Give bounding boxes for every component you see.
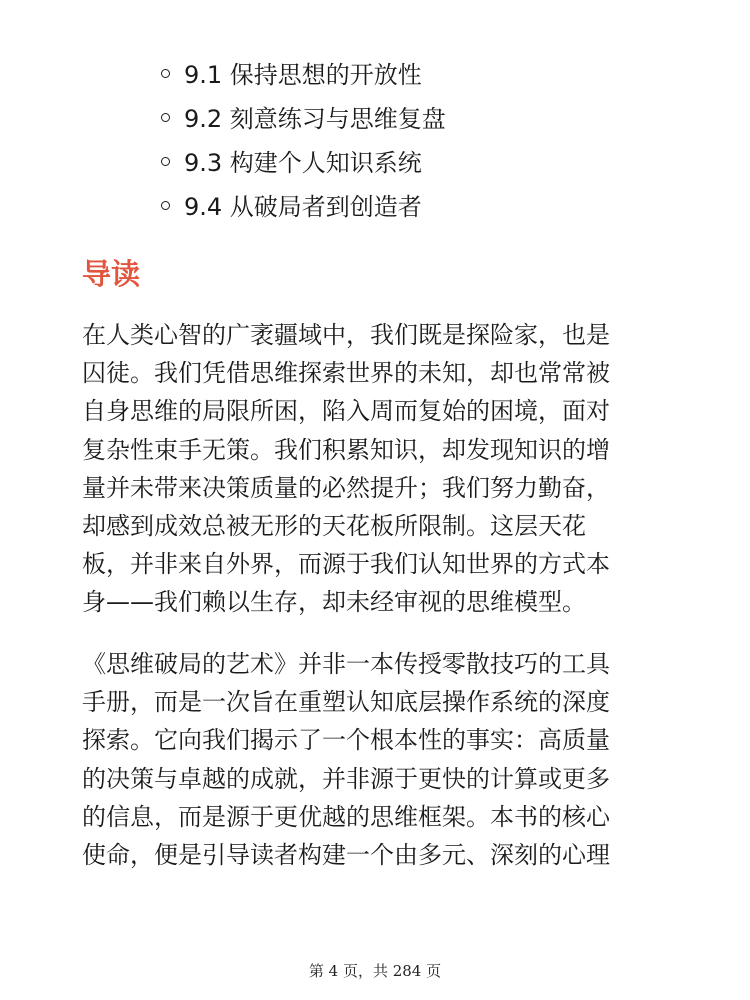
toc-item-label: 9.1 保持思想的开放性 [184, 60, 422, 89]
hollow-circle-bullet-icon [161, 113, 170, 122]
toc-item [161, 94, 446, 138]
toc-item-label: 9.4 从破局者到创造者 [184, 192, 422, 221]
toc-item-label: 9.3 构建个人知识系统 [184, 148, 422, 177]
table-of-contents [161, 50, 446, 226]
section-heading: 导读 [82, 257, 141, 291]
toc-item [161, 182, 446, 226]
body-paragraph-2: 《思维破局的艺术》并非一本传授零散技巧的工具 手册，而是一次旨在重塑认知底层操作系统的深度 探索。它向我们揭示了一个根本性的事实：高质量 的决策与卓越的成就，并非源于更快的计算或更多 的信息，而是源于更优越的思维框架。本书的核心 使命，便是引导读者构建一个由多元、深刻的心理 [82, 650, 610, 870]
hollow-circle-bullet-icon [161, 201, 170, 210]
toc-item-label: 9.2 刻意练习与思维复盘 [184, 104, 446, 133]
toc-item [161, 50, 446, 94]
toc-item [161, 138, 446, 182]
hollow-circle-bullet-icon [161, 69, 170, 78]
page-number-footer: 第 4 页，共 284 页 [308, 962, 442, 980]
body-paragraph-1: 在人类心智的广袤疆域中，我们既是探险家，也是 囚徒。我们凭借思维探索世界的未知，却也常常被 自身思维的局限所困，陷入周而复始的困境，面对 复杂性束手无策。我们积累知识，却发现知识的增 量并未带来决策质量的必然提升；我们努力勤奋， 却感到成效总被无形的天花板所限制。这层天花 板，并非来自外界，而源于我们认知世界的方式本 身——我们赖以生存，却未经审视的思维模型。 [82, 321, 610, 617]
hollow-circle-bullet-icon [161, 157, 170, 166]
